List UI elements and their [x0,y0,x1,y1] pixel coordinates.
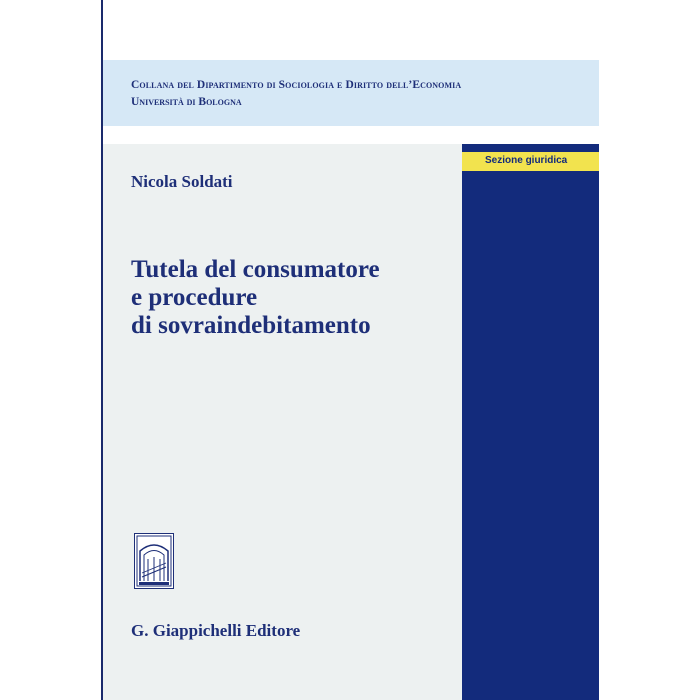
right-color-panel [462,144,599,700]
book-title [131,256,451,340]
series-university: Università di Bologna [131,96,242,108]
publisher-name: G. Giappichelli Editore [131,621,301,640]
section-label: Sezione giuridica [485,155,568,166]
main-panel [103,144,462,700]
book-title-line3: di sovraindebitamento [131,312,371,339]
book-title-line1: Tutela del consumatore [131,256,380,283]
publisher-emblem-icon [134,533,174,589]
book-title-line2: e procedure [131,284,258,311]
author-name: Nicola Soldati [131,172,233,191]
series-title: Collana del Dipartimento di Sociologia e Diritto dell’Economia [131,79,462,91]
series-band [103,60,599,126]
